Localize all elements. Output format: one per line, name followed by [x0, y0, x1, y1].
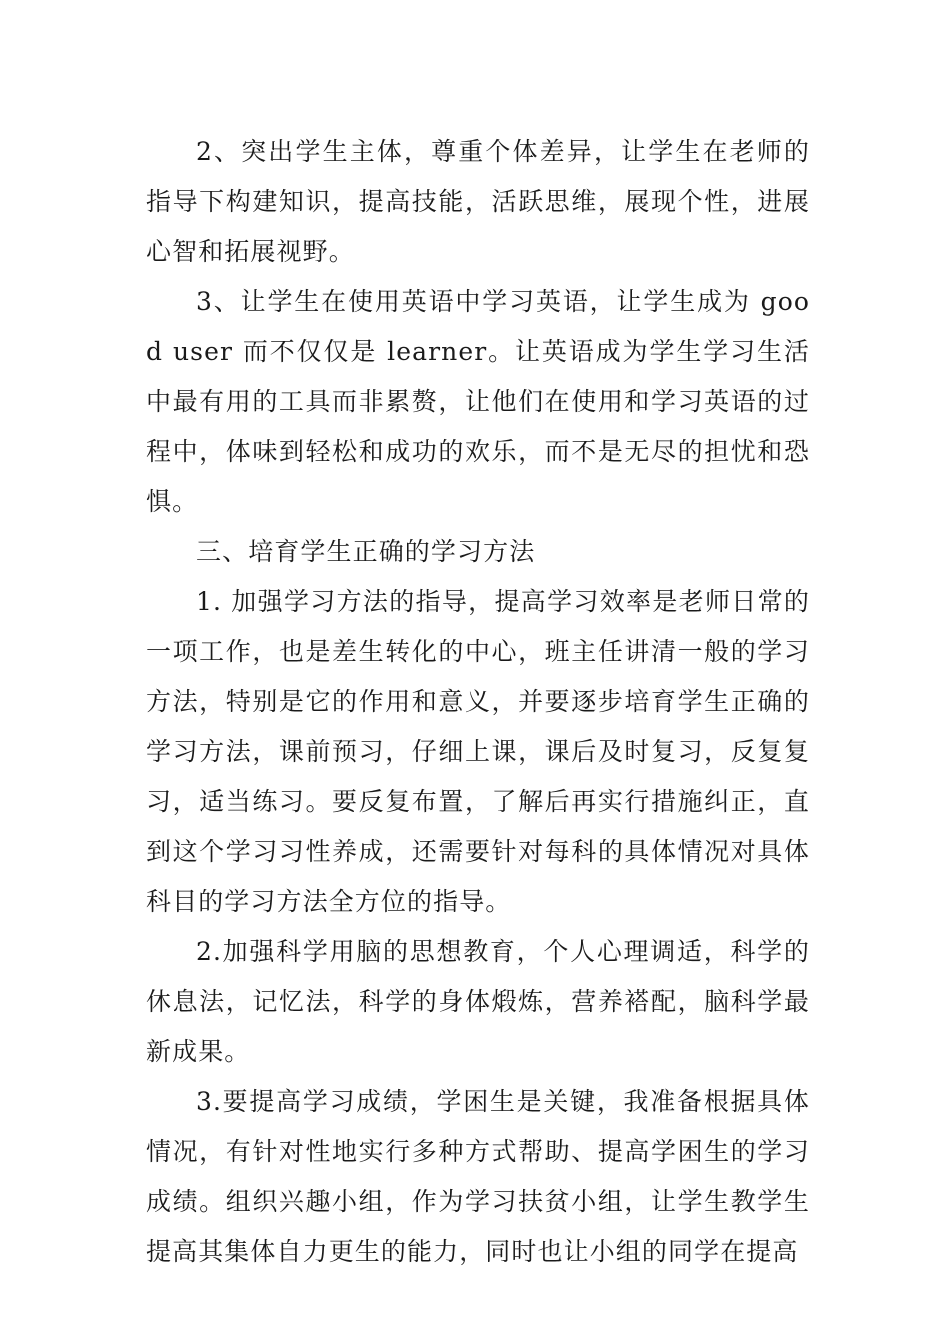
paragraph-point-2: 2、突出学生主体，尊重个体差异，让学生在老师的指导下构建知识，提高技能，活跃思维，展现个性，进展心智和拓展视野。 [146, 137, 810, 266]
paragraph-method-2: 2.加强科学用脑的思想教育，个人心理调适，科学的休息法，记忆法，科学的身体煅炼，营养褡配，脑科学最新成果。 [146, 937, 810, 1066]
paragraph-method-3: 3.要提高学习成绩，学困生是关键，我准备根据具体情况，有针对性地实行多种方式帮助、提高学困生的学习成绩。组织兴趣小组，作为学习扶贫小组，让学生教学生提高其集体自力更生的能力，同时也让小组的同学在提高 [146, 1087, 810, 1266]
paragraph-point-3: 3、让学生在使用英语中学习英语，让学生成为 good user 而不仅仅是 learner。让英语成为学生学习生活中最有用的工具而非累赘，让他们在使用和学习英语的过程中，体味到轻松和成功的欢乐，而不是无尽的担忧和恐惧。 [146, 287, 810, 516]
paragraph-method-1: 1. 加强学习方法的指导，提高学习效率是老师日常的一项工作，也是差生转化的中心，班主任讲清一般的学习方法，特别是它的作用和意义，并要逐步培育学生正确的学习方法，课前预习，仔细上课，课后及时复习，反复复习，适当练习。要反复布置，了解后再实行措施纠正，直到这个学习习性养成，还需要针对每科的具体情况对具体科目的学习方法全方位的指导。 [146, 587, 810, 916]
document-body [146, 127, 810, 1277]
section-heading: 三、培育学生正确的学习方法 [196, 537, 536, 566]
